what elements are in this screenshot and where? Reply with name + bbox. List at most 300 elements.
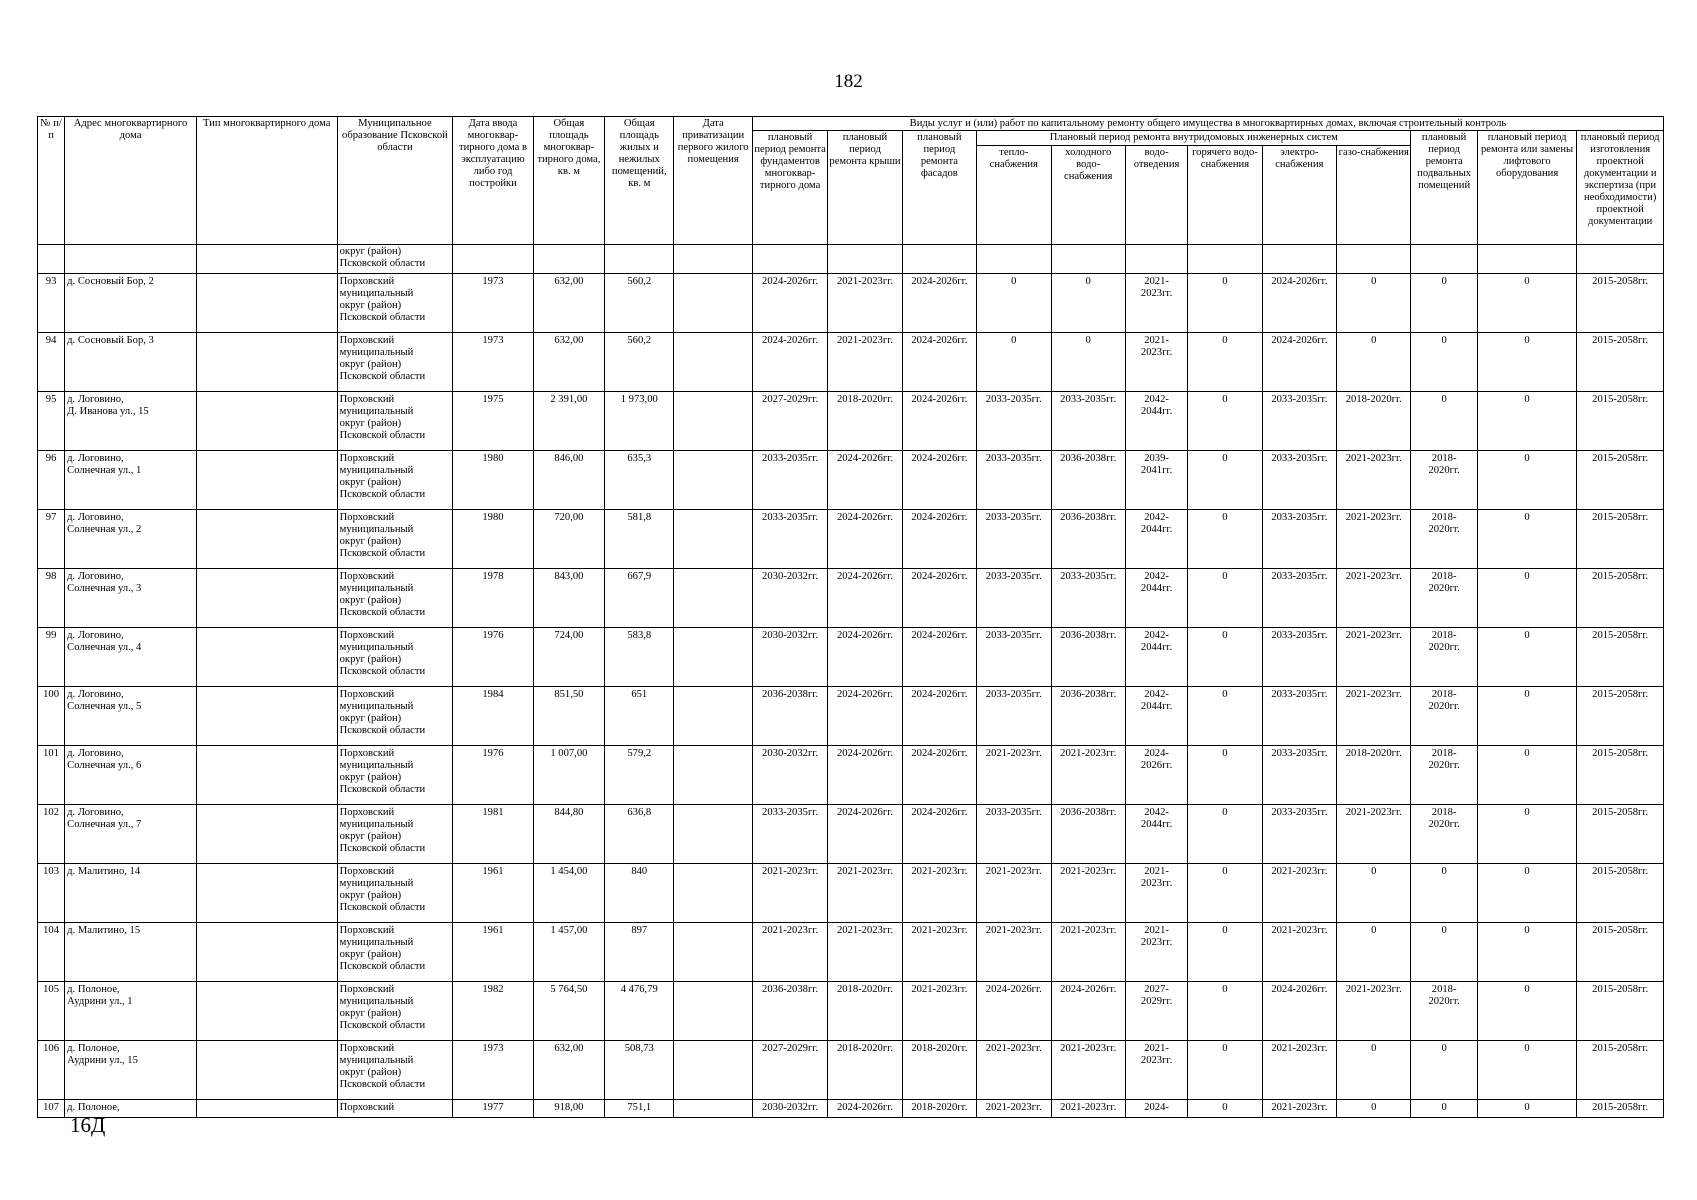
- row-facade: 2024-2026гг.: [902, 569, 976, 628]
- row-heat: 0: [977, 274, 1051, 333]
- row-address: д. Полоное, Аудрини ул., 15: [65, 1041, 197, 1100]
- row-roof: 2021-2023гг.: [828, 274, 902, 333]
- row-lift: 0: [1477, 569, 1577, 628]
- row-heat: 2021-2023гг.: [977, 746, 1051, 805]
- row-number: 102: [38, 805, 65, 864]
- row-foundation: 2033-2035гг.: [752, 805, 827, 864]
- row-living-area: 651: [605, 687, 674, 746]
- row-electric: 2021-2023гг.: [1262, 923, 1336, 982]
- header-group-engineering: Плановый период ремонта внутридомовых инженерных систем: [977, 131, 1411, 146]
- row-type: [196, 1041, 337, 1100]
- row-electric: 2024-2026гг.: [1262, 982, 1336, 1041]
- row-foundation: 2036-2038гг.: [752, 982, 827, 1041]
- row-heat: 2021-2023гг.: [977, 1100, 1051, 1118]
- row-design: 2015-2058гг.: [1577, 923, 1664, 982]
- row-sewer: 2042- 2044гг.: [1125, 392, 1187, 451]
- row-privatization: [674, 982, 752, 1041]
- row-electric: 2033-2035гг.: [1262, 628, 1336, 687]
- row-address: д. Полоное,: [65, 1100, 197, 1118]
- row-design: 2015-2058гг.: [1577, 1041, 1664, 1100]
- row-basement: 2018- 2020гг.: [1411, 687, 1477, 746]
- row-heat: 2024-2026гг.: [977, 982, 1051, 1041]
- header-row-1: [38, 117, 1664, 131]
- row-gas: 2021-2023гг.: [1337, 628, 1411, 687]
- table-row: [38, 1100, 1664, 1118]
- row-address: д. Сосновый Бор, 2: [65, 274, 197, 333]
- row-basement: 2018- 2020гг.: [1411, 569, 1477, 628]
- row-type: [196, 805, 337, 864]
- row-gas: 0: [1337, 1100, 1411, 1118]
- table-row: [38, 746, 1664, 805]
- row-lift: 0: [1477, 923, 1577, 982]
- row-basement: 0: [1411, 864, 1477, 923]
- row-sewer: 2024-: [1125, 1100, 1187, 1118]
- header-sewer: водо-отведения: [1125, 146, 1187, 245]
- row-total-area: 724,00: [533, 628, 604, 687]
- row-design: 2015-2058гг.: [1577, 746, 1664, 805]
- row-lift: 0: [1477, 1041, 1577, 1100]
- row-number: 97: [38, 510, 65, 569]
- row-basement: 2018- 2020гг.: [1411, 805, 1477, 864]
- row-heat: 2033-2035гг.: [977, 805, 1051, 864]
- row-gas: 0: [1337, 333, 1411, 392]
- table-row: [38, 451, 1664, 510]
- row-privatization: [674, 451, 752, 510]
- row-total-area: 851,50: [533, 687, 604, 746]
- row-total-area: 5 764,50: [533, 982, 604, 1041]
- row-municipality: Порховский муниципальный округ (район) Псковской области: [337, 982, 453, 1041]
- row-design: 2015-2058гг.: [1577, 805, 1664, 864]
- table-row: [38, 569, 1664, 628]
- table-row: [38, 274, 1664, 333]
- row-total-area: 843,00: [533, 569, 604, 628]
- table-row: [38, 923, 1664, 982]
- row-living-area: 560,2: [605, 333, 674, 392]
- row-sewer: 2021- 2023гг.: [1125, 923, 1187, 982]
- row-design: 2015-2058гг.: [1577, 1100, 1664, 1118]
- row-living-area: 635,3: [605, 451, 674, 510]
- row-roof: 2024-2026гг.: [828, 451, 902, 510]
- row-facade: 2024-2026гг.: [902, 451, 976, 510]
- row-address: д. Логовино, Солнечная ул., 3: [65, 569, 197, 628]
- table-row: [38, 805, 1664, 864]
- row-hot-water: 0: [1188, 687, 1262, 746]
- row-hot-water: 0: [1188, 274, 1262, 333]
- row-address: д. Логовино, Солнечная ул., 7: [65, 805, 197, 864]
- row-heat: 2033-2035гг.: [977, 628, 1051, 687]
- row-heat: 2021-2023гг.: [977, 864, 1051, 923]
- row-sewer: 2027- 2029гг.: [1125, 982, 1187, 1041]
- row-privatization: [674, 746, 752, 805]
- row-privatization: [674, 687, 752, 746]
- row-heat: 2033-2035гг.: [977, 510, 1051, 569]
- row-year: 1980: [453, 510, 533, 569]
- table-row: [38, 510, 1664, 569]
- row-living-area: 636,8: [605, 805, 674, 864]
- header-date-commission: Дата ввода многоквар-тирного дома в эксплуатацию либо год постройки: [453, 117, 533, 245]
- row-basement: 0: [1411, 1041, 1477, 1100]
- row-living-area: 579,2: [605, 746, 674, 805]
- row-electric: 2021-2023гг.: [1262, 864, 1336, 923]
- row-number: 93: [38, 274, 65, 333]
- row-facade: 2021-2023гг.: [902, 982, 976, 1041]
- row-cold-water: 2033-2035гг.: [1051, 392, 1125, 451]
- row-foundation: 2033-2035гг.: [752, 510, 827, 569]
- row-municipality: Порховский муниципальный округ (район) Псковской области: [337, 569, 453, 628]
- row-hot-water: 0: [1188, 864, 1262, 923]
- row-cold-water: 2021-2023гг.: [1051, 1041, 1125, 1100]
- row-municipality: Порховский муниципальный округ (район) Псковской области: [337, 746, 453, 805]
- row-type: [196, 333, 337, 392]
- row-type: [196, 510, 337, 569]
- row-address: д. Логовино, Солнечная ул., 4: [65, 628, 197, 687]
- row-year: 1977: [453, 1100, 533, 1118]
- row-hot-water: 0: [1188, 923, 1262, 982]
- row-year: 1975: [453, 392, 533, 451]
- row-type: [196, 451, 337, 510]
- row-sewer: 2042- 2044гг.: [1125, 628, 1187, 687]
- row-gas: 2021-2023гг.: [1337, 510, 1411, 569]
- row-municipality: Порховский муниципальный округ (район) Псковской области: [337, 805, 453, 864]
- row-electric: 2033-2035гг.: [1262, 746, 1336, 805]
- row-hot-water: 0: [1188, 1100, 1262, 1118]
- row-gas: 0: [1337, 923, 1411, 982]
- header-municipality: Муниципальное образование Псковской области: [337, 117, 453, 245]
- row-electric: 2033-2035гг.: [1262, 510, 1336, 569]
- row-address: д. Логовино, Солнечная ул., 1: [65, 451, 197, 510]
- row-type: [196, 1100, 337, 1118]
- row-heat: 2033-2035гг.: [977, 687, 1051, 746]
- row-hot-water: 0: [1188, 333, 1262, 392]
- header-roof: плановый период ремонта крыши: [828, 131, 902, 245]
- row-hot-water: 0: [1188, 746, 1262, 805]
- row-cold-water: 2024-2026гг.: [1051, 982, 1125, 1041]
- row-gas: 2021-2023гг.: [1337, 569, 1411, 628]
- row-municipality: Порховский муниципальный округ (район) Псковской области: [337, 274, 453, 333]
- header-address: Адрес многоквартирного дома: [65, 117, 197, 245]
- row-type: [196, 746, 337, 805]
- table-row: [38, 864, 1664, 923]
- row-facade: 2021-2023гг.: [902, 923, 976, 982]
- row-basement: 0: [1411, 392, 1477, 451]
- row-year: 1982: [453, 982, 533, 1041]
- row-roof: 2018-2020гг.: [828, 1041, 902, 1100]
- row-foundation: 2030-2032гг.: [752, 628, 827, 687]
- row-electric: 2033-2035гг.: [1262, 392, 1336, 451]
- row-number: 106: [38, 1041, 65, 1100]
- footer-code: 16Д: [70, 1113, 106, 1137]
- row-number: 94: [38, 333, 65, 392]
- row-living-area: 4 476,79: [605, 982, 674, 1041]
- row-roof: 2024-2026гг.: [828, 510, 902, 569]
- row-total-area: 844,80: [533, 805, 604, 864]
- row-sewer: 2021- 2023гг.: [1125, 1041, 1187, 1100]
- row-type: [196, 864, 337, 923]
- header-no: № п/п: [38, 117, 65, 245]
- row-lift: 0: [1477, 333, 1577, 392]
- row-gas: 2018-2020гг.: [1337, 392, 1411, 451]
- header-foundation: плановый период ремонта фундаментов многоквар-тирного дома: [752, 131, 827, 245]
- row-number: 104: [38, 923, 65, 982]
- row-sewer: 2042- 2044гг.: [1125, 569, 1187, 628]
- row-facade: 2024-2026гг.: [902, 392, 976, 451]
- row-design: 2015-2058гг.: [1577, 392, 1664, 451]
- row-basement: 0: [1411, 1100, 1477, 1118]
- row-type: [196, 274, 337, 333]
- row-roof: 2021-2023гг.: [828, 333, 902, 392]
- row-foundation: 2033-2035гг.: [752, 451, 827, 510]
- row-gas: 2021-2023гг.: [1337, 982, 1411, 1041]
- row-roof: 2018-2020гг.: [828, 982, 902, 1041]
- row-lift: 0: [1477, 451, 1577, 510]
- row-municipality: Порховский муниципальный округ (район) Псковской области: [337, 923, 453, 982]
- row-roof: 2024-2026гг.: [828, 746, 902, 805]
- row-number: 101: [38, 746, 65, 805]
- row-roof: 2024-2026гг.: [828, 805, 902, 864]
- row-foundation: 2027-2029гг.: [752, 392, 827, 451]
- row-cold-water: 2036-2038гг.: [1051, 451, 1125, 510]
- row-electric: 2021-2023гг.: [1262, 1041, 1336, 1100]
- row-municipality: Порховский муниципальный округ (район) Псковской области: [337, 510, 453, 569]
- row-facade: 2021-2023гг.: [902, 864, 976, 923]
- row-facade: 2024-2026гг.: [902, 274, 976, 333]
- row-cold-water: 2036-2038гг.: [1051, 687, 1125, 746]
- row-lift: 0: [1477, 392, 1577, 451]
- row-living-area: 751,1: [605, 1100, 674, 1118]
- row-gas: 2021-2023гг.: [1337, 805, 1411, 864]
- row-living-area: 667,9: [605, 569, 674, 628]
- row-municipality: Порховский муниципальный округ (район) Псковской области: [337, 1041, 453, 1100]
- row-year: 1981: [453, 805, 533, 864]
- header-lift: плановый период ремонта или замены лифтового оборудования: [1477, 131, 1577, 245]
- row-municipality: Порховский: [337, 1100, 453, 1118]
- header-living-area: Общая площадь жилых и нежилых помещений, кв. м: [605, 117, 674, 245]
- row-foundation: 2024-2026гг.: [752, 333, 827, 392]
- row-address: д. Логовино, Солнечная ул., 2: [65, 510, 197, 569]
- row-roof: 2024-2026гг.: [828, 569, 902, 628]
- row-design: 2015-2058гг.: [1577, 569, 1664, 628]
- row-lift: 0: [1477, 1100, 1577, 1118]
- row-total-area: 1 454,00: [533, 864, 604, 923]
- row-living-area: 581,8: [605, 510, 674, 569]
- row-sewer: 2024- 2026гг.: [1125, 746, 1187, 805]
- row-living-area: 897: [605, 923, 674, 982]
- row-roof: 2024-2026гг.: [828, 628, 902, 687]
- row-electric: 2033-2035гг.: [1262, 451, 1336, 510]
- page-number: 182: [834, 71, 863, 92]
- row-lift: 0: [1477, 274, 1577, 333]
- row-total-area: 632,00: [533, 1041, 604, 1100]
- row-cold-water: 0: [1051, 333, 1125, 392]
- row-total-area: 918,00: [533, 1100, 604, 1118]
- row-design: 2015-2058гг.: [1577, 687, 1664, 746]
- row-total-area: 632,00: [533, 333, 604, 392]
- row-cold-water: 0: [1051, 274, 1125, 333]
- row-sewer: 2021- 2023гг.: [1125, 333, 1187, 392]
- row-total-area: 1 007,00: [533, 746, 604, 805]
- row-cold-water: 2021-2023гг.: [1051, 923, 1125, 982]
- row-gas: 2018-2020гг.: [1337, 746, 1411, 805]
- row-year: 1961: [453, 923, 533, 982]
- row-foundation: 2021-2023гг.: [752, 923, 827, 982]
- row-facade: 2024-2026гг.: [902, 746, 976, 805]
- row-municipality: Порховский муниципальный округ (район) Псковской области: [337, 687, 453, 746]
- row-foundation: 2030-2032гг.: [752, 1100, 827, 1118]
- row-hot-water: 0: [1188, 1041, 1262, 1100]
- header-heat: тепло-снабжения: [977, 146, 1051, 245]
- row-living-area: 583,8: [605, 628, 674, 687]
- row-cold-water: 2021-2023гг.: [1051, 1100, 1125, 1118]
- row-design: 2015-2058гг.: [1577, 333, 1664, 392]
- row-heat: 2033-2035гг.: [977, 451, 1051, 510]
- row-foundation: 2030-2032гг.: [752, 569, 827, 628]
- row-foundation: 2021-2023гг.: [752, 864, 827, 923]
- row-privatization: [674, 864, 752, 923]
- row-sewer: 2042- 2044гг.: [1125, 687, 1187, 746]
- row-foundation: 2027-2029гг.: [752, 1041, 827, 1100]
- row-electric: 2024-2026гг.: [1262, 333, 1336, 392]
- header-cold-water: холодного водо-снабжения: [1051, 146, 1125, 245]
- row-roof: 2018-2020гг.: [828, 392, 902, 451]
- row-total-area: 1 457,00: [533, 923, 604, 982]
- row-living-area: 560,2: [605, 274, 674, 333]
- header-group-works: Виды услуг и (или) работ по капитальному ремонту общего имущества в многоквартирных домах, включая строительный контроль: [752, 117, 1663, 131]
- continuation-municipality: округ (район) Псковской области: [337, 245, 453, 274]
- header-total-area: Общая площадь многоквар-тирного дома, кв. м: [533, 117, 604, 245]
- continuation-row: [38, 245, 1664, 274]
- row-facade: 2024-2026гг.: [902, 805, 976, 864]
- row-basement: 2018- 2020гг.: [1411, 510, 1477, 569]
- row-address: д. Полоное, Аудрини ул., 1: [65, 982, 197, 1041]
- row-facade: 2024-2026гг.: [902, 628, 976, 687]
- row-sewer: 2042- 2044гг.: [1125, 805, 1187, 864]
- header-privatization: Дата приватизации первого жилого помещения: [674, 117, 752, 245]
- row-basement: 2018- 2020гг.: [1411, 451, 1477, 510]
- row-address: д. Логовино, Солнечная ул., 6: [65, 746, 197, 805]
- row-design: 2015-2058гг.: [1577, 274, 1664, 333]
- row-municipality: Порховский муниципальный округ (район) Псковской области: [337, 864, 453, 923]
- row-design: 2015-2058гг.: [1577, 864, 1664, 923]
- row-cold-water: 2033-2035гг.: [1051, 569, 1125, 628]
- row-design: 2015-2058гг.: [1577, 451, 1664, 510]
- row-roof: 2024-2026гг.: [828, 687, 902, 746]
- table-row: [38, 628, 1664, 687]
- row-year: 1978: [453, 569, 533, 628]
- header-basement: плановый период ремонта подвальных помещений: [1411, 131, 1477, 245]
- row-total-area: 632,00: [533, 274, 604, 333]
- row-privatization: [674, 923, 752, 982]
- row-type: [196, 687, 337, 746]
- row-total-area: 720,00: [533, 510, 604, 569]
- row-year: 1984: [453, 687, 533, 746]
- row-heat: 2033-2035гг.: [977, 392, 1051, 451]
- row-facade: 2018-2020гг.: [902, 1041, 976, 1100]
- row-sewer: 2039- 2041гг.: [1125, 451, 1187, 510]
- row-hot-water: 0: [1188, 982, 1262, 1041]
- row-address: д. Малитино, 14: [65, 864, 197, 923]
- row-gas: 0: [1337, 864, 1411, 923]
- row-lift: 0: [1477, 982, 1577, 1041]
- row-type: [196, 569, 337, 628]
- row-type: [196, 982, 337, 1041]
- row-foundation: 2036-2038гг.: [752, 687, 827, 746]
- table-row: [38, 982, 1664, 1041]
- row-number: 96: [38, 451, 65, 510]
- row-privatization: [674, 274, 752, 333]
- row-facade: 2018-2020гг.: [902, 1100, 976, 1118]
- row-number: 98: [38, 569, 65, 628]
- header-gas: газо-снабжения: [1337, 146, 1411, 245]
- header-electric: электро-снабжения: [1262, 146, 1336, 245]
- row-lift: 0: [1477, 628, 1577, 687]
- row-cold-water: 2036-2038гг.: [1051, 805, 1125, 864]
- row-number: 95: [38, 392, 65, 451]
- row-heat: 2021-2023гг.: [977, 1041, 1051, 1100]
- row-privatization: [674, 392, 752, 451]
- row-gas: 0: [1337, 274, 1411, 333]
- row-design: 2015-2058гг.: [1577, 982, 1664, 1041]
- header-facade: плановый период ремонта фасадов: [902, 131, 976, 245]
- row-address: д. Сосновый Бор, 3: [65, 333, 197, 392]
- row-year: 1980: [453, 451, 533, 510]
- row-heat: 2021-2023гг.: [977, 923, 1051, 982]
- row-year: 1976: [453, 628, 533, 687]
- row-foundation: 2030-2032гг.: [752, 746, 827, 805]
- row-year: 1976: [453, 746, 533, 805]
- row-cold-water: 2036-2038гг.: [1051, 628, 1125, 687]
- row-number: 103: [38, 864, 65, 923]
- row-basement: 2018- 2020гг.: [1411, 982, 1477, 1041]
- row-roof: 2021-2023гг.: [828, 864, 902, 923]
- row-electric: 2024-2026гг.: [1262, 274, 1336, 333]
- row-number: 107: [38, 1100, 65, 1118]
- row-electric: 2033-2035гг.: [1262, 569, 1336, 628]
- row-heat: 0: [977, 333, 1051, 392]
- row-privatization: [674, 569, 752, 628]
- row-lift: 0: [1477, 687, 1577, 746]
- row-facade: 2024-2026гг.: [902, 333, 976, 392]
- header-hot-water: горячего водо-снабжения: [1188, 146, 1262, 245]
- row-sewer: 2021- 2023гг.: [1125, 864, 1187, 923]
- row-municipality: Порховский муниципальный округ (район) Псковской области: [337, 628, 453, 687]
- row-hot-water: 0: [1188, 569, 1262, 628]
- row-basement: 0: [1411, 333, 1477, 392]
- row-municipality: Порховский муниципальный округ (район) Псковской области: [337, 392, 453, 451]
- row-cold-water: 2021-2023гг.: [1051, 746, 1125, 805]
- header-design: плановый период изготовления проектной документации и экспертиза (при необходимости) проектной документации: [1577, 131, 1664, 245]
- row-year: 1961: [453, 864, 533, 923]
- row-lift: 0: [1477, 746, 1577, 805]
- row-gas: 2021-2023гг.: [1337, 451, 1411, 510]
- row-hot-water: 0: [1188, 451, 1262, 510]
- row-basement: 2018- 2020гг.: [1411, 746, 1477, 805]
- row-privatization: [674, 805, 752, 864]
- row-design: 2015-2058гг.: [1577, 628, 1664, 687]
- row-address: д. Логовино, Д. Иванова ул., 15: [65, 392, 197, 451]
- row-number: 105: [38, 982, 65, 1041]
- row-privatization: [674, 1041, 752, 1100]
- row-facade: 2024-2026гг.: [902, 687, 976, 746]
- table-row: [38, 333, 1664, 392]
- row-roof: 2021-2023гг.: [828, 923, 902, 982]
- row-total-area: 2 391,00: [533, 392, 604, 451]
- row-gas: 0: [1337, 1041, 1411, 1100]
- row-type: [196, 923, 337, 982]
- header-type: Тип многоквартирного дома: [196, 117, 337, 245]
- row-electric: 2033-2035гг.: [1262, 805, 1336, 864]
- row-hot-water: 0: [1188, 628, 1262, 687]
- row-living-area: 1 973,00: [605, 392, 674, 451]
